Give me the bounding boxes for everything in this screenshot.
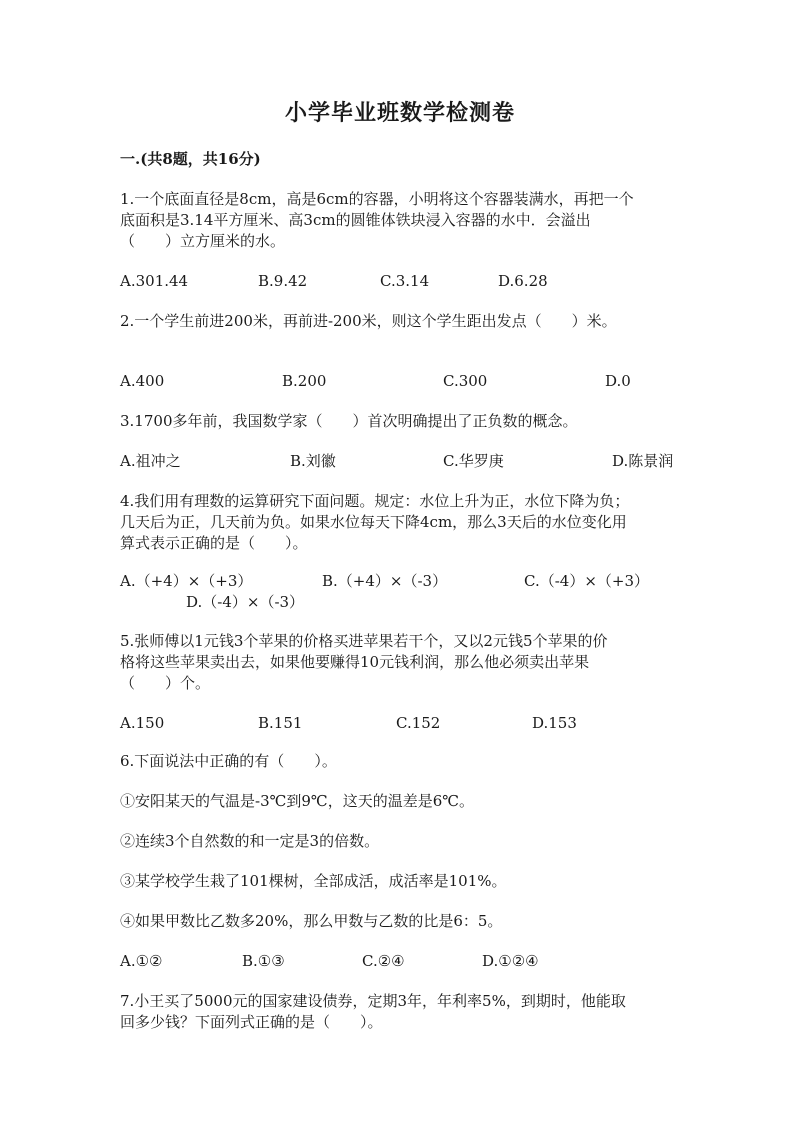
q6-line-1: 6.下面说法中正确的有（ ）。 (120, 752, 337, 770)
q5-line-3: （ ）个。 (120, 674, 211, 692)
q1-line-3: （ ）立方厘米的水。 (120, 232, 286, 250)
section-header: 一.(共8题，共16分) (120, 150, 261, 168)
q5-option-b[interactable]: B.151 (258, 714, 303, 732)
q5-option-a[interactable]: A.150 (120, 714, 165, 732)
q5-line-2: 格将这些苹果卖出去，如果他要赚得10元钱利润，那么他必须卖出苹果 (120, 653, 590, 671)
q4-line-3: 算式表示正确的是（ ）。 (120, 534, 308, 552)
q6-statement-1: ①安阳某天的气温是-3℃到9℃，这天的温差是6℃。 (120, 792, 475, 810)
q7-line-1: 7.小王买了5000元的国家建设债券，定期3年，年利率5%，到期时，他能取 (120, 992, 626, 1010)
q4-line-2: 几天后为正，几天前为负。如果水位每天下降4cm，那么3天后的水位变化用 (120, 513, 627, 531)
q6-statement-3: ③某学校学生栽了101棵树，全部成活，成活率是101%。 (120, 872, 507, 890)
q6-statement-4: ④如果甲数比乙数多20%，那么甲数与乙数的比是6：5。 (120, 912, 503, 930)
q2-option-b[interactable]: B.200 (282, 372, 327, 390)
q2-option-d[interactable]: D.0 (605, 372, 631, 390)
q4-option-c[interactable]: C.（-4）×（+3） (524, 572, 650, 590)
q5-line-1: 5.张师傅以1元钱3个苹果的价格买进苹果若干个，又以2元钱5个苹果的价 (120, 632, 608, 650)
page-title: 小学毕业班数学检测卷 (284, 100, 515, 126)
q6-option-b[interactable]: B.①③ (242, 952, 285, 970)
q2-line-1: 2.一个学生前进200米，再前进-200米，则这个学生距出发点（ ）米。 (120, 312, 617, 330)
q5-option-c[interactable]: C.152 (396, 714, 441, 732)
q3-line-1: 3.1700多年前，我国数学家（ ）首次明确提出了正负数的概念。 (120, 412, 578, 430)
q4-line-1: 4.我们用有理数的运算研究下面问题。规定：水位上升为正，水位下降为负； (120, 492, 630, 510)
q6-statement-2: ②连续3个自然数的和一定是3的倍数。 (120, 832, 380, 850)
q1-line-2: 底面积是3.14平方厘米、高3cm的圆锥体铁块浸入容器的水中．会溢出 (120, 211, 591, 229)
q1-option-b[interactable]: B.9.42 (258, 272, 308, 290)
q3-option-d[interactable]: D.陈景润 (612, 452, 674, 470)
q6-option-c[interactable]: C.②④ (362, 952, 405, 970)
q4-option-a[interactable]: A.（+4）×（+3） (120, 572, 253, 590)
q1-option-d[interactable]: D.6.28 (498, 272, 548, 290)
q4-option-d[interactable]: D.（-4）×（-3） (186, 593, 305, 611)
q1-line-1: 1.一个底面直径是8cm，高是6cm的容器，小明将这个容器装满水，再把一个 (120, 190, 634, 208)
q3-option-c[interactable]: C.华罗庚 (443, 452, 504, 470)
q6-option-a[interactable]: A.①② (120, 952, 163, 970)
q6-option-d[interactable]: D.①②④ (482, 952, 539, 970)
q1-option-c[interactable]: C.3.14 (380, 272, 430, 290)
q2-option-c[interactable]: C.300 (443, 372, 488, 390)
q4-option-b[interactable]: B.（+4）×（-3） (322, 572, 448, 590)
q3-option-a[interactable]: A.祖冲之 (120, 452, 181, 470)
q2-option-a[interactable]: A.400 (120, 372, 165, 390)
q7-line-2: 回多少钱？下面列式正确的是（ ）。 (120, 1013, 383, 1031)
q3-option-b[interactable]: B.刘徽 (290, 452, 336, 470)
q5-option-d[interactable]: D.153 (532, 714, 577, 732)
q1-option-a[interactable]: A.301.44 (120, 272, 189, 290)
